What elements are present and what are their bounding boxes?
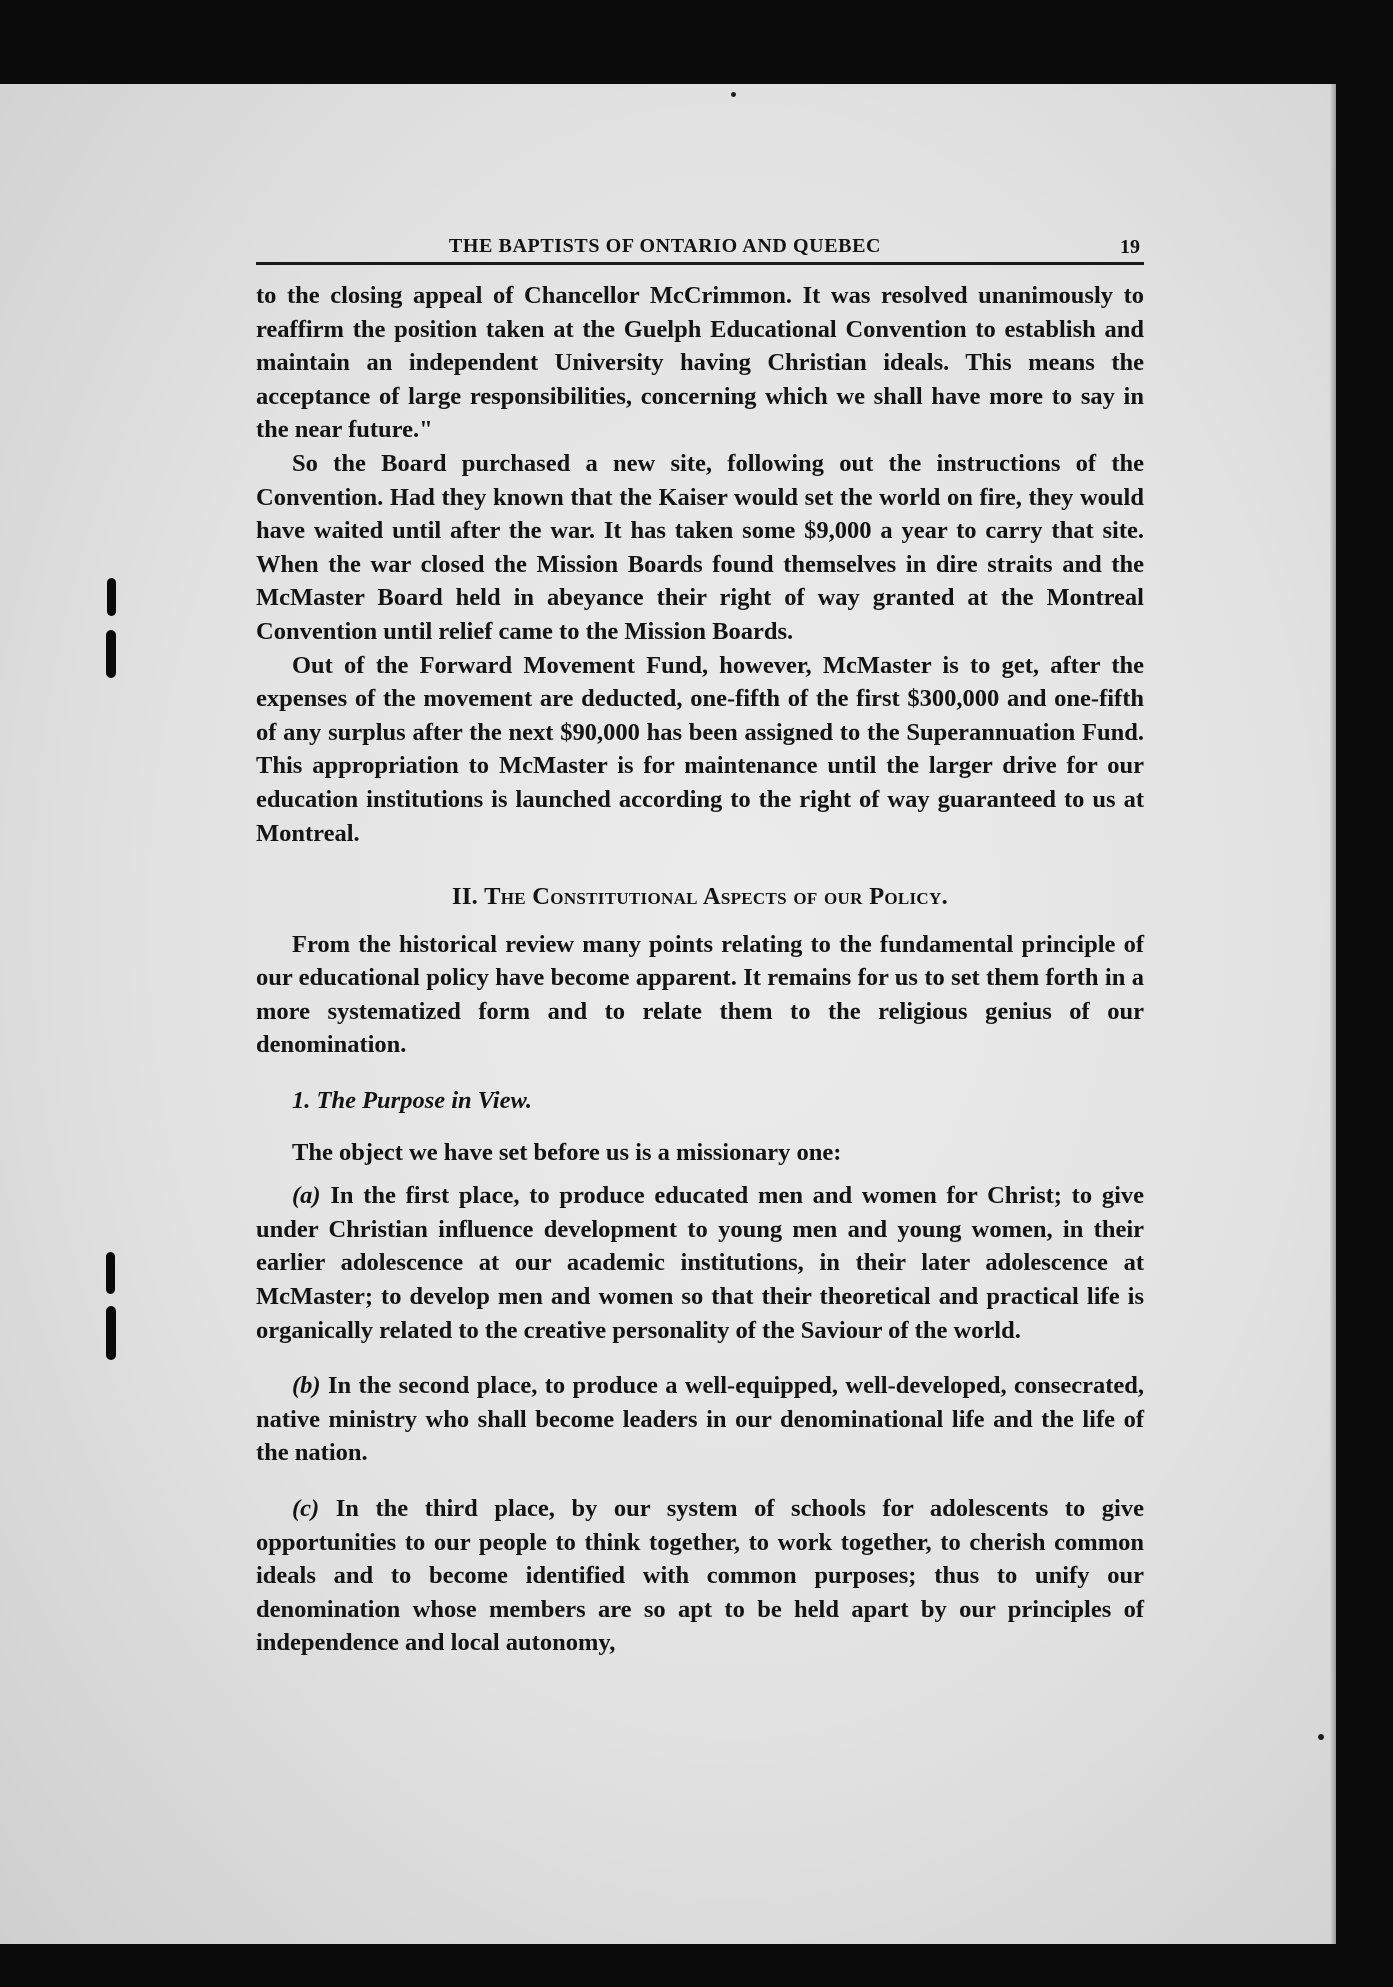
paragraph-object: The object we have set before us is a missionary one: <box>292 1138 842 1166</box>
paper-edge-shadow <box>1330 84 1336 1944</box>
subheading-purpose: 1. The Purpose in View. <box>292 1087 533 1115</box>
paragraph-forward-movement: Out of the Forward Movement Fund, however, McMaster is to get, after the expenses of the movement are deducted, one-fifth of the first $300,000 and one-fifth of any surplus after the next $90,000 has been assigned to the Superannuation Fund. This appropriation to McMaster is for maintenance until the larger drive for our education institutions is launched according to the right of way guaranteed to us at Montreal. <box>256 651 1144 847</box>
point-c-text: In the third place, by our system of schools for adolescents to give opportunities to our people to think together, to work together, to cherish common ideals and to become identified with common purposes; thus to unify our denomination whose members are so apt to be held apart by our principles of independence and local autonomy, <box>256 1495 1144 1657</box>
point-a-text: In the first place, to produce educated men and women for Christ; to give under Christian influence development to young men and young women, in their earlier adolescence at our academic institutions, in their later adolescence at McMaster; to develop men and women so that their theoretical and practical life is organically related to the creative personality of the Saviour of the world. <box>256 1182 1145 1344</box>
margin-mark <box>106 1306 116 1360</box>
point-b-label: (b) <box>292 1372 321 1400</box>
point-b-text: In the second place, to produce a well-equipped, well-developed, consecrated, native ministry who shall become leaders in our denominational life and the life of the nation. <box>256 1372 1145 1467</box>
paragraph-point-c <box>256 1492 1144 1660</box>
margin-mark <box>106 1252 115 1294</box>
running-head <box>256 228 1144 265</box>
running-head-title: THE BAPTISTS OF ONTARIO AND QUEBEC <box>448 235 882 257</box>
margin-mark <box>107 578 116 616</box>
dust-speck <box>1318 1734 1324 1740</box>
paragraph-historical-review: From the historical review many points relating to the fundamental principle of our educational policy have become apparent. It remains for us to set them forth in a more systematized form and to relate them to the religious genius of our denomination. <box>256 930 1144 1059</box>
point-a-label: (a) <box>292 1182 321 1210</box>
book-page <box>256 228 1144 1660</box>
margin-mark <box>106 630 116 678</box>
dust-speck <box>731 92 736 97</box>
section-heading: II. The Constitutional Aspects of our Policy. <box>452 883 948 911</box>
paragraph-continued: to the closing appeal of Chancellor McCrimmon. It was resolved unanimously to reaffirm the position taken at the Guelph Educational Convention to establish and maintain an independent University having Christian ideals. This means the acceptance of large responsibilities, concerning which we shall have more to say in the near future." <box>256 282 1144 444</box>
paragraph-point-b <box>256 1369 1144 1470</box>
page-number: 19 <box>1120 236 1140 258</box>
paragraph-point-a <box>256 1179 1144 1347</box>
point-c-label: (c) <box>292 1495 320 1522</box>
paragraph-site-purchase: So the Board purchased a new site, following out the instructions of the Convention. Had they known that the Kaiser would set the world on fire, they would have waited until after the war. It has taken some $9,000 a year to carry that site. When the war closed the Mission Boards found themselves in dire straits and the McMaster Board held in abeyance their right of way granted at the Montreal Convention until relief came to the Mission Boards. <box>256 449 1144 645</box>
